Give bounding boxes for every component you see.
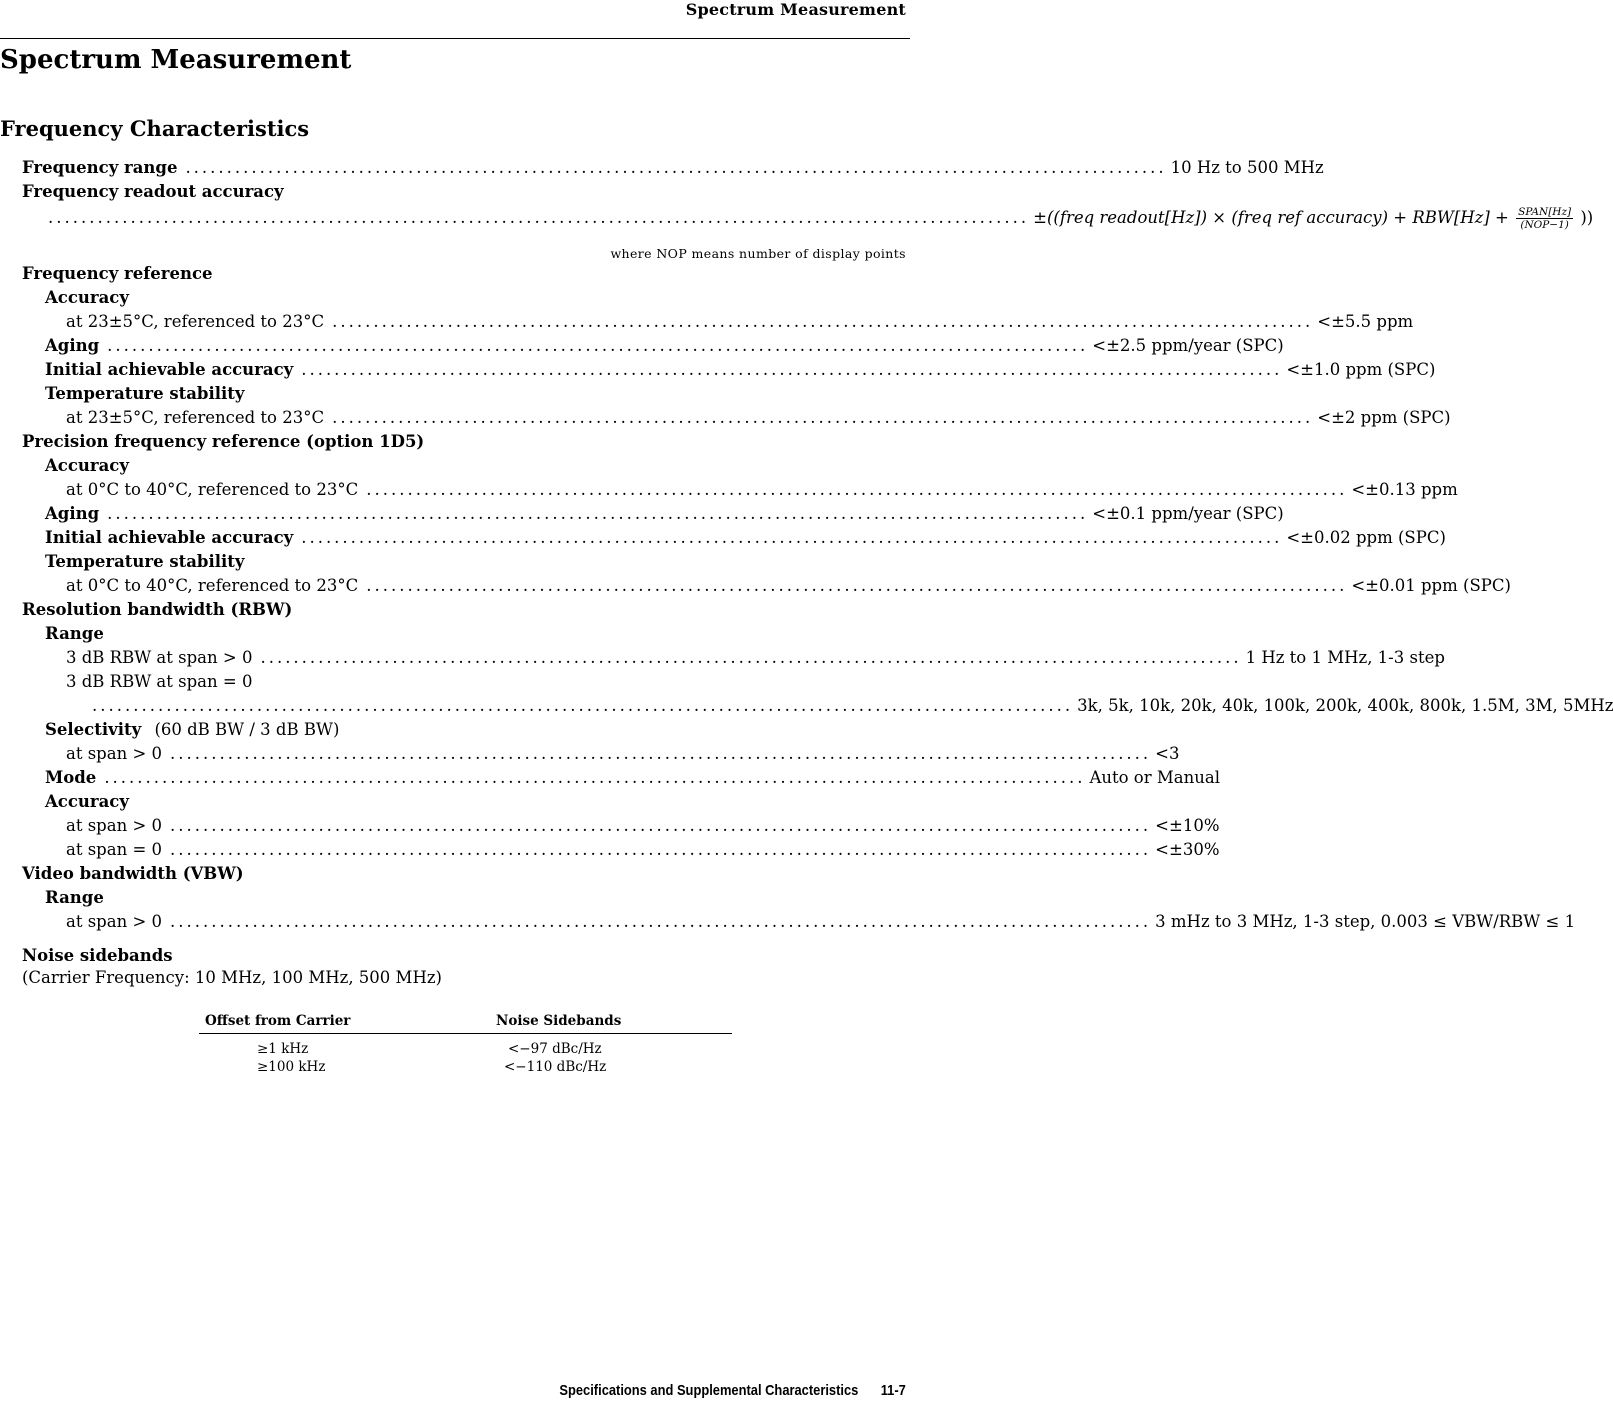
spec-selectivity-head	[0, 718, 339, 742]
readout-formula	[1029, 206, 1593, 231]
spec-rbw-range-1	[0, 646, 1445, 670]
spec-value: <±0.02 ppm (SPC)	[1286, 528, 1446, 547]
dot-leader: .......................................................................................................................	[366, 480, 1348, 499]
spec-precision-initial	[0, 526, 1446, 550]
spec-label-vbw: Video bandwidth (VBW)	[22, 864, 244, 883]
spec-condition: at 23±5°C, referenced to 23°C	[66, 312, 325, 331]
table-cell: ≥1 kHz	[257, 1041, 309, 1057]
spec-condition: at 0°C to 40°C, referenced to 23°C	[66, 576, 359, 595]
dot-leader: .......................................................................................................................	[170, 840, 1152, 859]
dot-leader: .......................................................................................................................	[104, 768, 1086, 787]
fraction-numerator: SPAN[Hz]	[1518, 206, 1572, 218]
spec-label-precision-ref: Precision frequency reference (option 1D5)	[22, 432, 425, 451]
sub-label-aging: Aging	[45, 336, 100, 355]
sub-label-range: Range	[45, 624, 104, 643]
table-row	[199, 1034, 732, 1059]
spec-precision-accuracy	[0, 478, 1458, 502]
header-rule	[0, 38, 910, 39]
column-header-noise: Noise Sidebands	[490, 1012, 732, 1034]
spec-condition: at 23±5°C, referenced to 23°C	[66, 408, 325, 427]
dot-leader: .......................................................................................................................	[48, 208, 1030, 227]
dot-leader: .......................................................................................................................	[107, 336, 1089, 355]
sub-label-accuracy: Accuracy	[45, 456, 129, 475]
carrier-note: (Carrier Frequency: 10 MHz, 100 MHz, 500 MHz)	[22, 968, 442, 987]
spec-value: Auto or Manual	[1089, 768, 1220, 787]
sub-label-initial: Initial achievable accuracy	[45, 528, 294, 547]
dot-leader: .......................................................................................................................	[260, 648, 1242, 667]
formula-prefix: ±((freq readout[Hz]) × (freq ref accuracy) + RBW[Hz] +	[1033, 208, 1509, 227]
spec-label-rbw: Resolution bandwidth (RBW)	[22, 600, 293, 619]
spec-value: <±2 ppm (SPC)	[1317, 408, 1451, 427]
spec-label-noise: Noise sidebands	[22, 946, 173, 965]
page-title: Spectrum Measurement	[0, 45, 352, 75]
spec-condition: at span > 0	[66, 744, 163, 763]
dot-leader: .......................................................................................................................	[107, 504, 1089, 523]
dot-leader: .......................................................................................................................	[332, 312, 1314, 331]
spec-freq-ref-initial	[0, 358, 1436, 382]
sub-label-temp: Temperature stability	[45, 552, 245, 571]
spec-value: <±1.0 ppm (SPC)	[1286, 360, 1436, 379]
spec-value: <±5.5 ppm	[1317, 312, 1414, 331]
spec-freq-ref-temp	[0, 406, 1451, 430]
page-footer	[560, 1382, 906, 1399]
dot-leader: .......................................................................................................................	[170, 912, 1152, 931]
spec-condition: 3 dB RBW at span > 0	[66, 648, 253, 667]
spec-value: 1 Hz to 1 MHz, 1-3 step	[1245, 648, 1445, 667]
spec-value: <±30%	[1155, 840, 1220, 859]
sub-label-temp: Temperature stability	[45, 384, 245, 403]
spec-rbw-accuracy-2	[0, 838, 1220, 862]
dot-leader: .......................................................................................................................	[185, 158, 1167, 177]
spec-value: 3k, 5k, 10k, 20k, 40k, 100k, 200k, 400k, 800k, 1.5M, 3M, 5MHz	[1077, 696, 1613, 715]
spec-condition: at span > 0	[66, 816, 163, 835]
column-header-offset: Offset from Carrier	[199, 1012, 490, 1034]
sub-label-selectivity: Selectivity	[45, 720, 142, 739]
spec-label-readout: Frequency readout accuracy	[22, 182, 284, 201]
table-row	[199, 1058, 732, 1076]
spec-freq-ref-accuracy	[0, 310, 1414, 334]
dot-leader: .......................................................................................................................	[170, 744, 1152, 763]
table-cell: <−97 dBc/Hz	[508, 1041, 602, 1057]
spec-condition: at span = 0	[66, 840, 163, 859]
sub-label-accuracy: Accuracy	[45, 792, 129, 811]
page-number: 11-7	[880, 1382, 906, 1399]
dot-leader: .......................................................................................................................	[332, 408, 1314, 427]
sub-label-aging: Aging	[45, 504, 100, 523]
running-head: Spectrum Measurement	[685, 0, 906, 19]
spec-label: Frequency range	[22, 158, 178, 177]
spec-value: <±0.1 ppm/year (SPC)	[1092, 504, 1284, 523]
spec-value: <3	[1155, 744, 1180, 763]
dot-leader: .......................................................................................................................	[301, 528, 1283, 547]
dot-leader: .......................................................................................................................	[92, 696, 1074, 715]
footer-title: Specifications and Supplemental Characteristics	[559, 1382, 859, 1399]
spec-rbw-range-2	[0, 694, 1613, 718]
section-heading: Frequency Characteristics	[0, 116, 310, 141]
dot-leader: .......................................................................................................................	[170, 816, 1152, 835]
sub-label-mode: Mode	[45, 768, 97, 787]
spec-value: <±0.13 ppm	[1351, 480, 1458, 499]
table-cell: ≥100 kHz	[257, 1059, 326, 1075]
spec-label-freq-ref: Frequency reference	[22, 264, 213, 283]
table-cell: <−110 dBc/Hz	[504, 1059, 607, 1075]
formula-fraction	[1516, 206, 1573, 231]
spec-frequency-range	[0, 156, 1324, 180]
nop-note: where NOP means number of display points	[610, 246, 906, 261]
spec-rbw-mode	[0, 766, 1220, 790]
dot-leader: .......................................................................................................................	[366, 576, 1348, 595]
spec-precision-aging	[0, 502, 1284, 526]
spec-value: 10 Hz to 500 MHz	[1170, 158, 1324, 177]
spec-condition: 3 dB RBW at span = 0	[66, 672, 253, 691]
spec-value: <±0.01 ppm (SPC)	[1351, 576, 1511, 595]
spec-rbw-accuracy-1	[0, 814, 1220, 838]
sub-label-range: Range	[45, 888, 104, 907]
formula-suffix: ))	[1580, 208, 1594, 227]
spec-value: <±2.5 ppm/year (SPC)	[1092, 336, 1284, 355]
sub-label-initial: Initial achievable accuracy	[45, 360, 294, 379]
spec-value: 3 mHz to 3 MHz, 1-3 step, 0.003 ≤ VBW/RBW ≤ 1	[1155, 912, 1576, 931]
spec-value: <±10%	[1155, 816, 1220, 835]
spec-condition: at span > 0	[66, 912, 163, 931]
sub-label-accuracy: Accuracy	[45, 288, 129, 307]
noise-sidebands-table	[199, 1012, 732, 1076]
spec-vbw-range	[0, 910, 1576, 934]
spec-freq-ref-aging	[0, 334, 1284, 358]
spec-precision-temp	[0, 574, 1511, 598]
spec-condition: at 0°C to 40°C, referenced to 23°C	[66, 480, 359, 499]
dot-leader: .......................................................................................................................	[301, 360, 1283, 379]
fraction-denominator: (NOP−1)	[1520, 219, 1569, 231]
spec-rbw-selectivity	[0, 742, 1180, 766]
spec-readout-formula	[0, 206, 1594, 231]
table-header-row	[199, 1012, 732, 1034]
selectivity-note: (60 dB BW / 3 dB BW)	[154, 720, 340, 739]
